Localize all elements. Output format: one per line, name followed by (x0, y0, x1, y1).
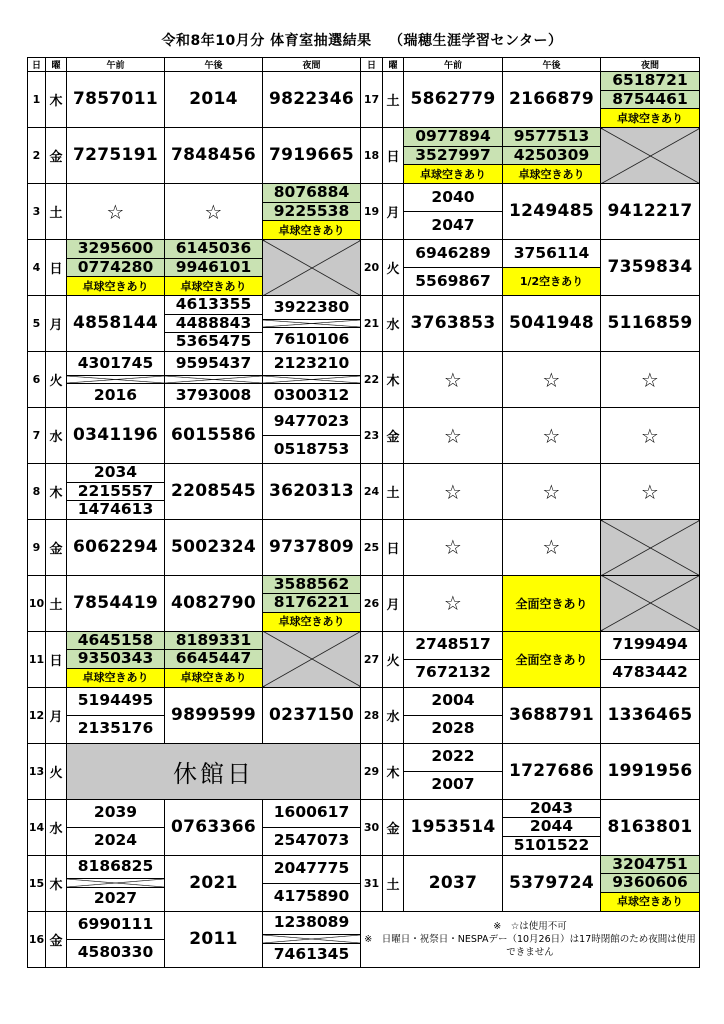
morning-result: 7275191 (67, 128, 165, 184)
unavailable-cell (601, 575, 700, 631)
weekday: 月 (46, 296, 67, 352)
lottery-number: 9946101 (165, 258, 262, 277)
header-dow: 曜 (46, 58, 67, 72)
lottery-number: 4250309 (503, 146, 600, 165)
weekday: 金 (46, 520, 67, 576)
weekday: 水 (383, 687, 404, 743)
morning-result (404, 631, 503, 687)
not-available-star: ☆ (503, 352, 601, 408)
lottery-number: 2040 (431, 187, 475, 206)
morning-result (67, 911, 165, 967)
table-tennis-free-badge: 卓球空きあり (165, 668, 262, 687)
morning-result (67, 464, 165, 520)
night-result: 1991956 (601, 743, 700, 799)
day-number: 14 (28, 799, 46, 855)
morning-result (404, 240, 503, 296)
afternoon-result: 1727686 (503, 743, 601, 799)
header-afternoon: 午後 (503, 58, 601, 72)
lottery-number: 1474613 (67, 500, 164, 519)
table-row (28, 631, 700, 687)
afternoon-result (165, 631, 263, 687)
not-available-star: ☆ (503, 464, 601, 520)
afternoon-result (165, 296, 263, 352)
afternoon-result: 2208545 (165, 464, 263, 520)
header-night: 夜間 (601, 58, 700, 72)
lottery-number: 6645447 (165, 649, 262, 668)
table-row (28, 408, 700, 464)
day-number: 21 (361, 296, 383, 352)
notes (361, 911, 700, 967)
weekday: 金 (383, 408, 404, 464)
morning-result: 2037 (404, 855, 503, 911)
header-day: 日 (361, 58, 383, 72)
header-day: 日 (28, 58, 46, 72)
night-result: 1336465 (601, 687, 700, 743)
lottery-number: 3756114 (513, 243, 590, 262)
lottery-number: 2044 (503, 817, 600, 836)
lottery-number: 9595437 (175, 353, 252, 372)
table-row (28, 240, 700, 296)
day-number: 17 (361, 72, 383, 128)
lottery-number: 9477023 (273, 411, 350, 430)
morning-result (67, 631, 165, 687)
not-available-star: ☆ (503, 408, 601, 464)
struck-out-divider (67, 878, 164, 887)
night-result (601, 72, 700, 128)
lottery-number: 8176221 (263, 593, 360, 612)
unavailable-cell (263, 631, 361, 687)
all-free-badge: 全面空きあり (503, 575, 601, 631)
table-tennis-free-badge: 卓球空きあり (601, 108, 699, 127)
header-row (28, 58, 700, 72)
lottery-number: 0977894 (404, 128, 502, 146)
weekday: 水 (383, 296, 404, 352)
header-night: 夜間 (263, 58, 361, 72)
morning-result: 4858144 (67, 296, 165, 352)
table-tennis-free-badge: 卓球空きあり (165, 276, 262, 295)
lottery-number: 2022 (431, 747, 475, 766)
night-result (263, 408, 361, 464)
morning-result (67, 352, 165, 408)
weekday: 土 (46, 575, 67, 631)
morning-result: 1953514 (404, 799, 503, 855)
struck-out-divider (263, 934, 360, 943)
note-star: ※ ☆は使用不可 (493, 920, 567, 932)
table-row (28, 687, 700, 743)
schedule-table (27, 57, 700, 968)
weekday: 木 (46, 72, 67, 128)
morning-result: 5862779 (404, 72, 503, 128)
lottery-number: 6145036 (165, 240, 262, 258)
afternoon-result (503, 128, 601, 184)
day-number: 4 (28, 240, 46, 296)
morning-result (404, 687, 503, 743)
weekday: 月 (46, 687, 67, 743)
lottery-number: 5194495 (77, 691, 154, 710)
morning-result (67, 799, 165, 855)
half-free-badge: 1/2空きあり (503, 267, 600, 295)
weekday: 火 (383, 240, 404, 296)
lottery-number: 0518753 (263, 435, 360, 463)
lottery-number: 2004 (431, 691, 475, 710)
lottery-number: 9225538 (263, 202, 360, 221)
lottery-number: 8076884 (263, 184, 360, 202)
note-evening-closed: ※ 日曜日・祝祭日・NESPAデー（10月26日）は17時閉館のため夜間は使用できません (364, 933, 696, 958)
weekday: 火 (383, 631, 404, 687)
lottery-number: 3295600 (67, 240, 164, 258)
lottery-number: 6946289 (415, 243, 491, 262)
afternoon-result: 1249485 (503, 184, 601, 240)
afternoon-result: 7848456 (165, 128, 263, 184)
weekday: 月 (383, 184, 404, 240)
night-result (263, 799, 361, 855)
table-row (28, 72, 700, 128)
day-number: 7 (28, 408, 46, 464)
lottery-number: 3588562 (263, 576, 360, 594)
header-morning: 午前 (67, 58, 165, 72)
weekday: 日 (383, 520, 404, 576)
night-result: 9822346 (263, 72, 361, 128)
lottery-number: 2024 (67, 827, 164, 855)
lottery-number: 4580330 (67, 939, 164, 967)
title-facility: （瑞穂生涯学習センター） (389, 33, 563, 49)
lottery-number: 4488843 (165, 314, 262, 333)
afternoon-result (503, 799, 601, 855)
table-row (28, 184, 700, 240)
morning-result (404, 743, 503, 799)
lottery-number: 1600617 (273, 803, 350, 822)
lottery-number: 9360606 (601, 873, 699, 892)
table-row (28, 520, 700, 576)
lottery-number: 4783442 (601, 659, 699, 687)
lottery-number: 8754461 (601, 90, 699, 109)
weekday: 土 (383, 72, 404, 128)
weekday: 木 (46, 855, 67, 911)
lottery-number: 7461345 (263, 943, 360, 967)
lottery-number: 3204751 (601, 856, 699, 874)
table-row (28, 296, 700, 352)
day-number: 6 (28, 352, 46, 408)
day-number: 15 (28, 855, 46, 911)
weekday: 水 (46, 408, 67, 464)
not-available-star: ☆ (404, 575, 503, 631)
day-number: 27 (361, 631, 383, 687)
lottery-number: 4175890 (263, 883, 360, 911)
table-tennis-free-badge: 卓球空きあり (404, 164, 502, 183)
lottery-number: 2043 (529, 799, 574, 817)
weekday: 土 (383, 855, 404, 911)
day-number: 19 (361, 184, 383, 240)
afternoon-result: 2014 (165, 72, 263, 128)
weekday: 日 (383, 128, 404, 184)
day-number: 12 (28, 687, 46, 743)
weekday: 金 (46, 911, 67, 967)
day-number: 28 (361, 687, 383, 743)
table-tennis-free-badge: 卓球空きあり (503, 164, 600, 183)
night-result: 0237150 (263, 687, 361, 743)
lottery-number: 2748517 (415, 635, 491, 654)
morning-result: 0341196 (67, 408, 165, 464)
lottery-number: 2135176 (67, 715, 164, 743)
not-available-star: ☆ (404, 520, 503, 576)
not-available-star: ☆ (404, 408, 503, 464)
table-row (28, 352, 700, 408)
morning-result: 6062294 (67, 520, 165, 576)
unavailable-cell (601, 128, 700, 184)
lottery-number: 2016 (67, 383, 164, 407)
night-result: 9412217 (601, 184, 700, 240)
day-number: 11 (28, 631, 46, 687)
day-number: 8 (28, 464, 46, 520)
morning-result (67, 855, 165, 911)
lottery-number: 2034 (93, 463, 138, 482)
lottery-number: 2047 (404, 211, 502, 239)
lottery-number: 0300312 (263, 383, 360, 407)
day-number: 25 (361, 520, 383, 576)
lottery-number: 8186825 (77, 857, 154, 876)
day-number: 1 (28, 72, 46, 128)
lottery-number: 2215557 (67, 482, 164, 501)
not-available-star: ☆ (601, 352, 700, 408)
day-number: 3 (28, 184, 46, 240)
lottery-number: 2047775 (273, 859, 350, 878)
unavailable-cell (601, 520, 700, 576)
day-number: 16 (28, 911, 46, 967)
night-result (263, 911, 361, 967)
night-result: 7919665 (263, 128, 361, 184)
night-result: 5116859 (601, 296, 700, 352)
title-main: 令和8年10月分 体育室抽選結果 (161, 33, 372, 49)
struck-out-divider (263, 375, 360, 384)
day-number: 31 (361, 855, 383, 911)
lottery-number: 7610106 (263, 327, 360, 351)
header-afternoon: 午後 (165, 58, 263, 72)
day-number: 13 (28, 743, 46, 799)
afternoon-result: 4082790 (165, 575, 263, 631)
lottery-number: 3922380 (273, 297, 350, 316)
morning-result: 3763853 (404, 296, 503, 352)
lottery-number: 5365475 (165, 332, 262, 351)
day-number: 24 (361, 464, 383, 520)
afternoon-result: 5041948 (503, 296, 601, 352)
not-available-star: ☆ (404, 352, 503, 408)
lottery-number: 5569867 (404, 267, 502, 295)
table-tennis-free-badge: 卓球空きあり (67, 276, 164, 295)
table-row (28, 575, 700, 631)
afternoon-result: 5379724 (503, 855, 601, 911)
table-row (28, 855, 700, 911)
night-result: 9737809 (263, 520, 361, 576)
night-result (601, 631, 700, 687)
day-number: 22 (361, 352, 383, 408)
table-tennis-free-badge: 卓球空きあり (601, 892, 699, 911)
afternoon-result: 9899599 (165, 687, 263, 743)
not-available-star: ☆ (503, 520, 601, 576)
weekday: 木 (383, 743, 404, 799)
afternoon-result: 5002324 (165, 520, 263, 576)
not-available-star: ☆ (67, 184, 165, 240)
night-result: 7359834 (601, 240, 700, 296)
lottery-number: 2007 (404, 771, 502, 799)
table-row (28, 128, 700, 184)
closed-day-label: 休館日 (67, 743, 361, 799)
lottery-number: 6990111 (77, 915, 154, 934)
afternoon-result (165, 240, 263, 296)
weekday: 金 (46, 128, 67, 184)
afternoon-result: 2011 (165, 911, 263, 967)
lottery-number: 0774280 (67, 258, 164, 277)
table-tennis-free-badge: 卓球空きあり (263, 220, 360, 239)
lottery-number: 9350343 (67, 649, 164, 668)
day-number: 20 (361, 240, 383, 296)
day-number: 23 (361, 408, 383, 464)
not-available-star: ☆ (165, 184, 263, 240)
night-result (263, 575, 361, 631)
lottery-number: 2027 (67, 887, 164, 911)
weekday: 日 (46, 631, 67, 687)
weekday: 木 (383, 352, 404, 408)
morning-result (67, 687, 165, 743)
struck-out-divider (67, 375, 164, 384)
lottery-number: 3793008 (165, 383, 262, 407)
afternoon-result (503, 240, 601, 296)
table-row (28, 464, 700, 520)
day-number: 29 (361, 743, 383, 799)
lottery-number: 8189331 (165, 632, 262, 650)
day-number: 2 (28, 128, 46, 184)
day-number: 26 (361, 575, 383, 631)
morning-result: 7857011 (67, 72, 165, 128)
lottery-number: 7672132 (404, 659, 502, 687)
lottery-number: 4301745 (77, 353, 154, 372)
lottery-number: 4613355 (175, 295, 252, 314)
weekday: 月 (383, 575, 404, 631)
weekday: 木 (46, 464, 67, 520)
lottery-number: 2028 (404, 715, 502, 743)
day-number: 9 (28, 520, 46, 576)
lottery-number: 2547073 (263, 827, 360, 855)
day-number: 30 (361, 799, 383, 855)
night-result (263, 855, 361, 911)
morning-result: 7854419 (67, 575, 165, 631)
lottery-number: 5101522 (503, 836, 600, 855)
table-row (28, 911, 700, 967)
afternoon-result: 0763366 (165, 799, 263, 855)
night-result: 8163801 (601, 799, 700, 855)
lottery-number: 1238089 (273, 913, 350, 932)
table-row (28, 743, 700, 799)
lottery-number: 4645158 (67, 632, 164, 650)
morning-result (67, 240, 165, 296)
night-result (263, 352, 361, 408)
struck-out-divider (263, 319, 360, 328)
table-tennis-free-badge: 卓球空きあり (67, 668, 164, 687)
weekday: 火 (46, 743, 67, 799)
night-result: 3620313 (263, 464, 361, 520)
header-dow: 曜 (383, 58, 404, 72)
lottery-number: 3527997 (404, 146, 502, 165)
lottery-number: 6518721 (601, 72, 699, 90)
morning-result (404, 184, 503, 240)
afternoon-result (165, 352, 263, 408)
table-tennis-free-badge: 卓球空きあり (263, 612, 360, 631)
morning-result (404, 128, 503, 184)
weekday: 土 (383, 464, 404, 520)
unavailable-cell (263, 240, 361, 296)
lottery-number: 7199494 (612, 635, 688, 654)
table-row (28, 799, 700, 855)
lottery-number: 2039 (93, 803, 138, 822)
day-number: 10 (28, 575, 46, 631)
header-morning: 午前 (404, 58, 503, 72)
weekday: 水 (46, 799, 67, 855)
afternoon-result: 3688791 (503, 687, 601, 743)
lottery-number: 9577513 (503, 128, 600, 146)
night-result (263, 296, 361, 352)
not-available-star: ☆ (404, 464, 503, 520)
lottery-number: 2123210 (273, 353, 350, 372)
night-result (601, 855, 700, 911)
not-available-star: ☆ (601, 464, 700, 520)
afternoon-result: 6015586 (165, 408, 263, 464)
day-number: 5 (28, 296, 46, 352)
afternoon-result: 2021 (165, 855, 263, 911)
day-number: 18 (361, 128, 383, 184)
not-available-star: ☆ (601, 408, 700, 464)
all-free-badge: 全面空きあり (503, 631, 601, 687)
afternoon-result: 2166879 (503, 72, 601, 128)
page-title (0, 30, 724, 50)
weekday: 土 (46, 184, 67, 240)
struck-out-divider (165, 375, 262, 384)
weekday: 金 (383, 799, 404, 855)
night-result (263, 184, 361, 240)
weekday: 火 (46, 352, 67, 408)
weekday: 日 (46, 240, 67, 296)
